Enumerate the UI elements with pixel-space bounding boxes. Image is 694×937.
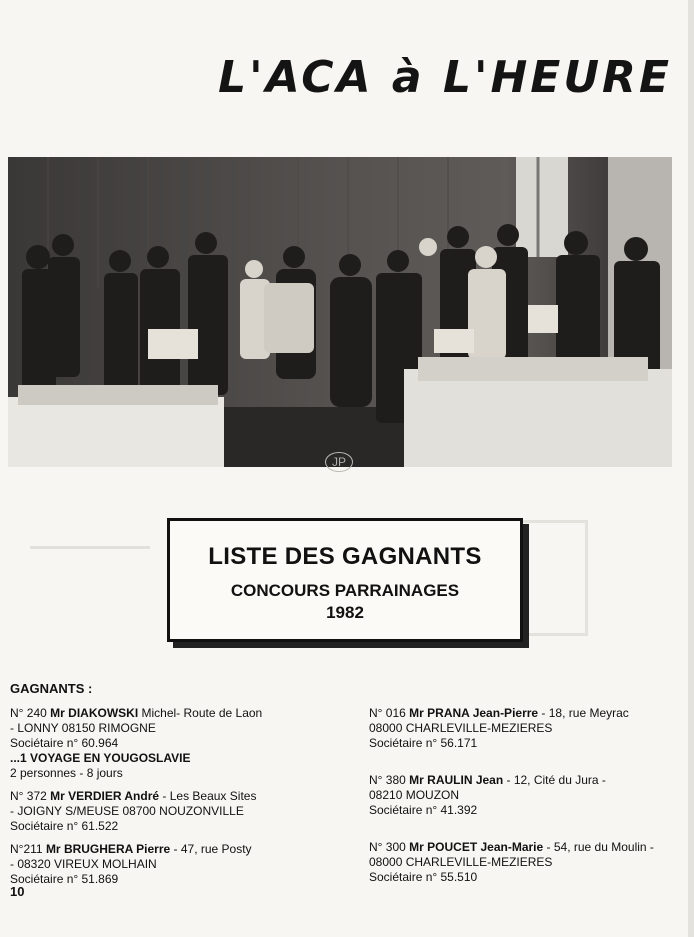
- member-number: Sociétaire n° 55.510: [369, 870, 478, 884]
- entry-number: N° 372: [10, 789, 51, 803]
- winner-entry: [10, 789, 340, 834]
- right-column: [369, 706, 689, 893]
- winner-address: - 18, rue Meyrac: [538, 706, 629, 720]
- winner-entry: [10, 842, 340, 887]
- member-number: Sociétaire n° 60.964: [10, 736, 119, 750]
- group-photo: [8, 157, 672, 467]
- winner-entry: [369, 840, 689, 885]
- section-title: GAGNANTS :: [10, 681, 93, 696]
- winner-entry: [369, 773, 689, 818]
- winner-name: Mr VERDIER André: [50, 789, 160, 803]
- winner-address: Michel- Route de Laon: [138, 706, 263, 720]
- winner-address: - 47, rue Posty: [170, 842, 252, 856]
- entry-number: N°211: [10, 842, 46, 856]
- winner-name: Mr DIAKOWSKI: [50, 706, 139, 720]
- show-through-mark: [30, 522, 150, 549]
- winner-address: - 54, rue du Moulin -: [543, 840, 654, 854]
- winner-address-line2: 08210 MOUZON: [369, 788, 460, 802]
- box-year: 1982: [326, 603, 364, 622]
- box-title: LISTE DES GAGNANTS: [208, 543, 482, 570]
- winner-address-line2: 08000 CHARLEVILLE-MEZIERES: [369, 721, 553, 735]
- winner-address: - Les Beaux Sites: [159, 789, 257, 803]
- winner-address: - 12, Cité du Jura -: [503, 773, 606, 787]
- prize-detail: 2 personnes - 8 jours: [10, 766, 123, 780]
- member-number: Sociétaire n° 51.869: [10, 872, 119, 886]
- winner-name: Mr POUCET Jean-Marie: [409, 840, 544, 854]
- prize-title: ...1 VOYAGE EN YOUGOSLAVIE: [10, 751, 191, 765]
- entry-number: N° 016: [369, 706, 410, 720]
- winners-list-box: [167, 518, 523, 642]
- winner-address-line2: - LONNY 08150 RIMOGNE: [10, 721, 156, 735]
- entry-number: N° 300: [369, 840, 410, 854]
- winner-address-line2: 08000 CHARLEVILLE-MEZIERES: [369, 855, 553, 869]
- box-subtitle: CONCOURS PARRAINAGES: [230, 581, 460, 600]
- watermark-stamp: JP: [325, 452, 353, 472]
- entry-number: N° 380: [369, 773, 410, 787]
- member-number: Sociétaire n° 56.171: [369, 736, 478, 750]
- winner-name: Mr PRANA Jean-Pierre: [409, 706, 539, 720]
- winner-name: Mr BRUGHERA Pierre: [45, 842, 171, 856]
- page-number: 10: [10, 884, 25, 899]
- winner-entry: [10, 706, 340, 781]
- winner-entry: [369, 706, 689, 751]
- member-number: Sociétaire n° 41.392: [369, 803, 478, 817]
- winner-name: Mr RAULIN Jean: [409, 773, 504, 787]
- member-number: Sociétaire n° 61.522: [10, 819, 119, 833]
- left-column: [10, 706, 340, 895]
- winner-address-line2: - JOIGNY S/MEUSE 08700 NOUZONVILLE: [10, 804, 244, 818]
- page-title: L'ACA à L'HEURE: [218, 52, 672, 103]
- entry-number: N° 240: [10, 706, 51, 720]
- winner-address-line2: - 08320 VIREUX MOLHAIN: [10, 857, 157, 871]
